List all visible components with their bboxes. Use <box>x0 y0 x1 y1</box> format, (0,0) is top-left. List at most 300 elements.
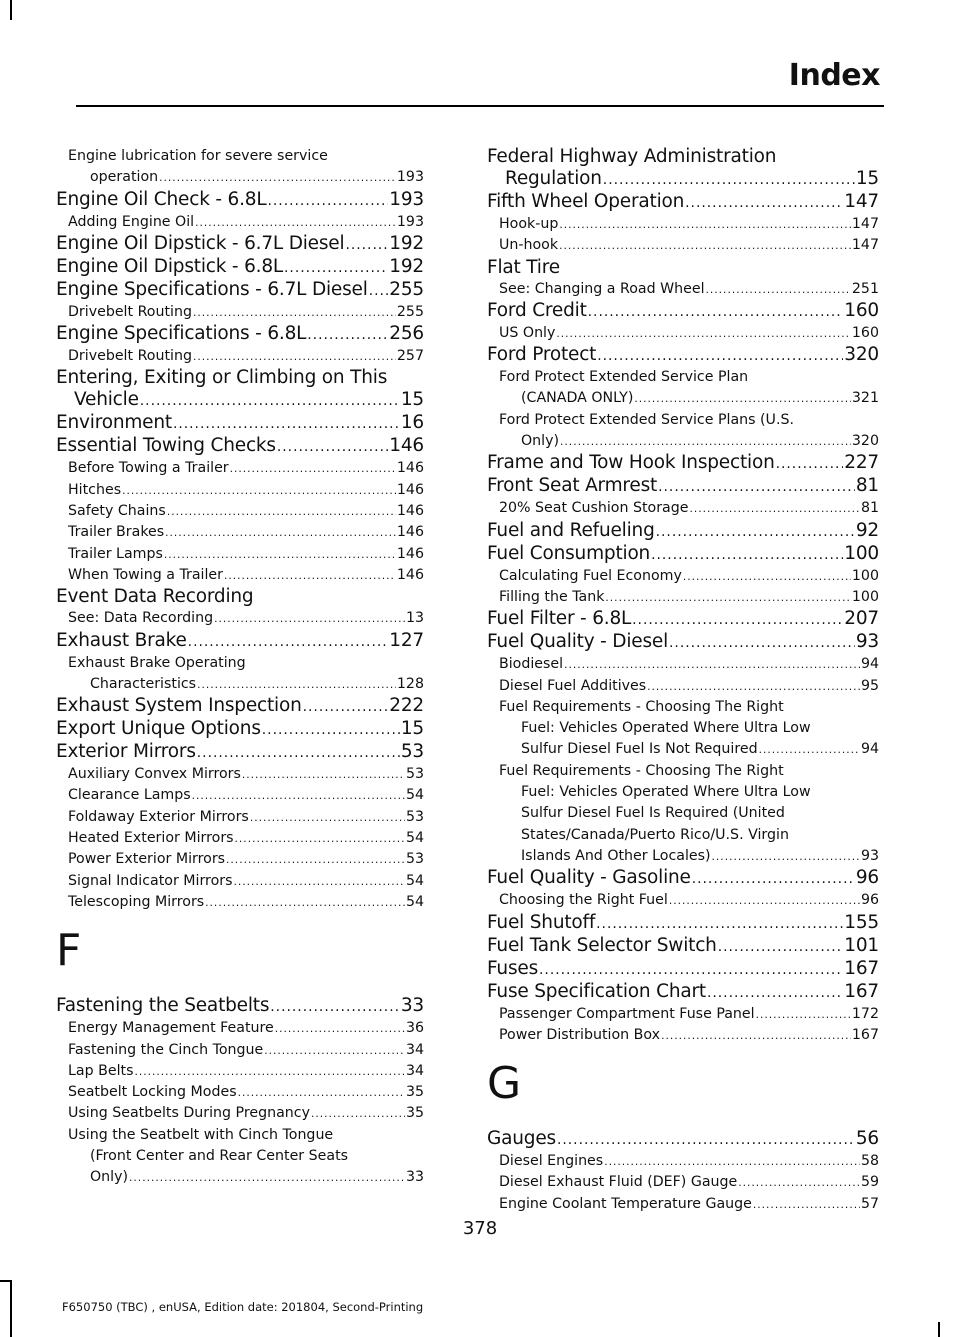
dot-leader <box>270 996 400 1018</box>
index-page-ref[interactable]: 146 <box>396 545 424 562</box>
index-entry-text: Passenger Compartment Fuse Panel <box>499 1005 755 1022</box>
index-page-ref[interactable]: 100 <box>851 567 879 584</box>
index-subentry[interactable] <box>56 212 424 233</box>
index-page-ref[interactable]: 34 <box>405 1041 424 1058</box>
index-entry-text: Frame and Tow Hook Inspection <box>487 452 775 474</box>
index-subentry[interactable] <box>56 146 424 189</box>
index-entry-text: Engine Oil Dipstick - 6.8L <box>56 255 284 277</box>
dot-leader <box>226 849 405 870</box>
index-page-ref[interactable]: 94 <box>860 656 879 673</box>
index-subentry[interactable] <box>56 871 424 892</box>
index-subentry[interactable] <box>56 458 424 479</box>
dot-leader <box>197 742 400 764</box>
index-entry[interactable] <box>56 412 424 435</box>
index-page-ref[interactable]: 53 <box>405 766 424 783</box>
dot-leader <box>603 169 855 191</box>
index-entry-text: Lap Belts <box>68 1062 134 1079</box>
index-page-ref[interactable]: 81 <box>860 500 879 517</box>
index-subentry[interactable] <box>487 654 879 675</box>
dot-leader <box>596 913 843 935</box>
index-entry-text: Fifth Wheel Operation <box>487 191 685 212</box>
index-subentry[interactable] <box>56 1082 424 1103</box>
dot-leader <box>776 453 844 475</box>
index-page-ref[interactable]: 53 <box>400 741 424 763</box>
index-page-ref[interactable]: 53 <box>405 851 424 868</box>
index-page-ref[interactable]: 15 <box>400 718 424 740</box>
index-entry[interactable] <box>487 300 879 323</box>
index-entry[interactable] <box>56 435 424 458</box>
index-entry[interactable] <box>56 256 424 279</box>
index-page-ref[interactable]: 94 <box>860 741 879 758</box>
index-page-ref[interactable]: 54 <box>405 872 424 889</box>
index-page-ref[interactable]: 35 <box>405 1084 424 1101</box>
dot-leader <box>712 846 860 867</box>
index-subentry[interactable] <box>56 501 424 522</box>
index-page-ref[interactable]: 95 <box>860 677 879 694</box>
index-page-ref[interactable]: 320 <box>851 433 879 450</box>
dot-leader <box>275 1018 405 1039</box>
crop-mark-bottom-left-h <box>0 1280 12 1282</box>
dot-leader <box>192 785 405 806</box>
index-page-ref[interactable]: 101 <box>844 934 879 956</box>
index-subentry[interactable] <box>487 498 879 519</box>
dot-leader <box>632 609 843 631</box>
dot-leader <box>167 501 396 522</box>
index-page-ref[interactable]: 59 <box>860 1174 879 1191</box>
index-page-ref[interactable]: 257 <box>396 348 424 365</box>
index-page-ref[interactable]: 33 <box>400 995 424 1017</box>
index-entry-text: Engine Oil Check - 6.8L <box>56 188 267 210</box>
index-entry-text: Hitches <box>68 481 122 498</box>
dot-leader <box>205 892 405 913</box>
index-entry-text: Drivebelt Routing <box>68 303 192 320</box>
dot-leader <box>193 302 396 323</box>
index-entry-text: Choosing the Right Fuel <box>499 892 668 909</box>
index-entry[interactable] <box>487 912 879 935</box>
index-entry[interactable] <box>487 958 879 981</box>
index-page-ref[interactable]: 81 <box>855 475 879 497</box>
index-subentry[interactable] <box>56 828 424 849</box>
index-page-ref[interactable]: 127 <box>389 629 424 651</box>
index-entry-text: Fuel and Refueling <box>487 519 655 541</box>
dot-leader <box>197 674 396 695</box>
dot-leader <box>718 936 844 958</box>
index-section-letter: F <box>56 925 82 977</box>
dot-leader <box>669 890 860 911</box>
index-entry[interactable] <box>487 608 879 631</box>
index-entry[interactable] <box>487 1128 879 1151</box>
index-subentry[interactable] <box>56 302 424 323</box>
index-entry-text: Only) <box>90 1169 129 1186</box>
index-subentry[interactable] <box>56 764 424 785</box>
index-page-ref[interactable]: 207 <box>844 608 879 630</box>
index-page-ref[interactable]: 93 <box>855 631 879 653</box>
index-page-ref[interactable]: 172 <box>851 1005 879 1022</box>
index-entry[interactable] <box>56 233 424 256</box>
dot-leader <box>238 1082 405 1103</box>
index-subentry[interactable] <box>56 608 424 629</box>
crop-mark-bottom-right <box>938 1322 940 1337</box>
index-subentry[interactable] <box>487 1151 879 1172</box>
dot-leader <box>250 807 405 828</box>
index-entry-text: Un-hook <box>499 237 559 254</box>
index-entry-text: Flat Tire <box>487 256 560 278</box>
dot-leader <box>264 1040 405 1061</box>
dot-leader <box>559 235 851 256</box>
index-entry-text: Foldaway Exterior Mirrors <box>68 808 249 825</box>
index-entry-text: Energy Management Feature <box>68 1020 274 1037</box>
dot-leader <box>656 521 855 543</box>
dot-leader <box>262 719 400 741</box>
index-entry-text: Fuel Requirements - Choosing The Right <box>499 762 784 779</box>
index-subentry[interactable] <box>56 1061 424 1082</box>
index-page-ref[interactable]: 128 <box>396 675 424 692</box>
index-entry-text: Environment <box>56 412 172 434</box>
index-subentry[interactable] <box>56 653 424 696</box>
index-page-ref[interactable]: 320 <box>844 344 879 366</box>
index-entry-text: Front Seat Armrest <box>487 475 658 497</box>
index-entry[interactable] <box>56 323 424 346</box>
index-subentry[interactable] <box>487 279 879 300</box>
index-entry[interactable] <box>487 452 879 475</box>
index-entry-text: Exhaust Brake Operating <box>68 654 246 671</box>
dot-leader <box>756 1004 851 1025</box>
index-entry-text: (Front Center and Rear Center Seats <box>90 1148 349 1165</box>
dot-leader <box>173 413 400 435</box>
dot-leader <box>560 431 851 452</box>
index-entry-text: Fuse Specification Chart <box>487 980 706 1002</box>
index-page-ref[interactable]: 146 <box>396 460 424 477</box>
index-entry-text: Filling the Tank <box>499 588 605 605</box>
index-page-ref[interactable]: 321 <box>851 390 879 407</box>
index-subentry[interactable] <box>56 1103 424 1124</box>
index-entry-text: Diesel Fuel Additives <box>499 677 647 694</box>
index-entry-text: Diesel Engines <box>499 1153 604 1170</box>
index-entry-text: Seatbelt Locking Modes <box>68 1084 237 1101</box>
index-entry-text: Engine Specifications - 6.8L <box>56 323 307 345</box>
index-page-ref[interactable]: 146 <box>396 566 424 583</box>
index-entry-text: Ford Protect <box>487 344 597 366</box>
index-page-ref[interactable]: 160 <box>844 299 879 321</box>
dot-leader <box>706 279 851 300</box>
index-entry-text: Diesel Exhaust Fluid (DEF) Gauge <box>499 1174 738 1191</box>
dot-leader <box>658 476 855 498</box>
index-subentry[interactable] <box>56 1040 424 1061</box>
index-page-ref[interactable]: 54 <box>405 893 424 910</box>
index-subentry[interactable] <box>56 1018 424 1039</box>
index-page-ref[interactable]: 192 <box>389 232 424 254</box>
index-page-ref[interactable]: 54 <box>405 830 424 847</box>
index-entry[interactable] <box>56 630 424 653</box>
dot-leader <box>669 632 855 654</box>
dot-leader <box>140 390 400 412</box>
index-subentry[interactable] <box>487 587 879 608</box>
index-subentry[interactable] <box>56 544 424 565</box>
index-entry-text: Essential Towing Checks <box>56 435 276 457</box>
dot-leader <box>759 739 860 760</box>
dot-leader <box>634 388 851 409</box>
index-subentry[interactable] <box>487 1194 879 1215</box>
dot-leader <box>230 458 396 479</box>
index-entry[interactable] <box>487 344 879 367</box>
index-entry-text: Safety Chains <box>68 503 166 520</box>
index-column-left <box>56 146 424 1189</box>
index-entry-text: Federal Highway Administration <box>487 146 777 167</box>
index-entry-text: Exterior Mirrors <box>56 741 196 763</box>
index-entry[interactable] <box>56 279 424 302</box>
index-entry-text: Islands And Other Locales) <box>521 847 711 864</box>
dot-leader <box>159 167 396 188</box>
index-page-ref[interactable]: 255 <box>396 303 424 320</box>
index-subentry[interactable] <box>56 522 424 543</box>
index-subentry[interactable] <box>487 214 879 235</box>
dot-leader <box>564 654 860 675</box>
index-entry-text: (CANADA ONLY) <box>521 390 634 407</box>
index-entry-text: 20% Seat Cushion Storage <box>499 500 689 517</box>
index-subentry[interactable] <box>487 235 879 256</box>
dot-leader <box>689 498 859 519</box>
index-entry-text: See: Data Recording <box>68 610 214 627</box>
index-subentry[interactable] <box>56 785 424 806</box>
index-entry-text: Telescoping Mirrors <box>68 893 205 910</box>
index-entry[interactable] <box>487 981 879 1004</box>
index-entry-text: Engine Oil Dipstick - 6.7L Diesel <box>56 232 345 254</box>
index-page-ref[interactable]: 58 <box>860 1153 879 1170</box>
index-page-ref[interactable]: 256 <box>389 323 424 345</box>
index-page-ref[interactable]: 92 <box>855 519 879 541</box>
index-page-ref[interactable]: 34 <box>405 1062 424 1079</box>
index-entry-text: When Towing a Trailer <box>68 566 223 583</box>
index-page-ref[interactable]: 147 <box>851 216 879 232</box>
index-page-ref[interactable]: 147 <box>851 237 879 254</box>
index-subentry[interactable] <box>487 566 879 587</box>
dot-leader <box>753 1194 860 1215</box>
index-entry[interactable] <box>487 146 879 191</box>
index-entry-text: Engine Specifications - 6.7L Diesel <box>56 278 368 300</box>
index-page-ref[interactable]: 192 <box>389 255 424 277</box>
index-entry-text: operation <box>90 169 159 186</box>
index-entry-text: Calculating Fuel Economy <box>499 567 682 584</box>
index-entry[interactable] <box>487 867 879 890</box>
crop-mark-bottom-left <box>10 1280 12 1337</box>
index-entry[interactable] <box>487 543 879 566</box>
index-page-ref[interactable]: 96 <box>860 892 879 909</box>
index-entry[interactable] <box>56 189 424 212</box>
index-entry-text: Using Seatbelts During Pregnancy <box>68 1105 310 1122</box>
index-entry-text: Characteristics <box>90 675 197 692</box>
index-page-ref[interactable]: 146 <box>389 435 424 457</box>
index-entry[interactable] <box>56 741 424 764</box>
index-entry-text: Vehicle <box>74 389 139 411</box>
index-page-ref[interactable]: 35 <box>405 1105 424 1122</box>
dot-leader <box>707 982 843 1004</box>
dot-leader <box>692 868 855 890</box>
index-entry[interactable] <box>487 631 879 654</box>
index-entry[interactable] <box>56 586 424 608</box>
index-page-ref[interactable]: 167 <box>851 1026 879 1043</box>
footer-edition: F650750 (TBC) , enUSA, Edition date: 201804, Second-Printing <box>62 1300 424 1314</box>
index-subentry[interactable] <box>56 565 424 586</box>
index-page-ref[interactable]: 251 <box>851 280 879 297</box>
index-entry-text: Fuses <box>487 957 539 979</box>
index-entry-text: Fastening the Seatbelts <box>56 995 270 1017</box>
index-subentry[interactable] <box>487 676 879 697</box>
index-page-ref[interactable]: 36 <box>405 1020 424 1037</box>
dot-leader <box>267 190 388 212</box>
index-subentry[interactable] <box>487 1025 879 1046</box>
index-entry[interactable] <box>56 995 424 1018</box>
index-entry[interactable] <box>487 520 879 543</box>
index-entry-text: Gauges <box>487 1128 556 1150</box>
index-entry-text: US Only <box>499 324 556 341</box>
index-entry[interactable] <box>56 367 424 412</box>
index-entry-text: Using the Seatbelt with Cinch Tongue <box>68 1126 334 1143</box>
index-entry-text: Exhaust Brake <box>56 629 187 651</box>
index-section-letter: G <box>487 1058 522 1110</box>
page-title: Index <box>788 58 880 93</box>
index-entry[interactable] <box>487 191 879 214</box>
index-page-ref[interactable]: 100 <box>851 588 879 605</box>
index-entry-text: Fuel: Vehicles Operated Where Ultra Low <box>521 720 811 737</box>
index-entry-text: Fuel Quality - Gasoline <box>487 867 691 889</box>
dot-leader <box>165 522 396 543</box>
crop-mark-top-left <box>10 0 12 20</box>
index-page-ref[interactable]: 53 <box>405 808 424 825</box>
dot-leader <box>234 871 405 892</box>
index-page-ref[interactable]: 33 <box>405 1169 424 1186</box>
index-subentry[interactable] <box>487 1004 879 1025</box>
dot-leader <box>284 257 388 279</box>
dot-leader <box>683 566 851 587</box>
dot-leader <box>224 565 396 586</box>
index-subentry[interactable] <box>487 1172 879 1193</box>
index-page-ref[interactable]: 147 <box>844 191 879 212</box>
dot-leader <box>557 1129 855 1151</box>
dot-leader <box>369 280 389 302</box>
index-page-ref[interactable]: 56 <box>855 1128 879 1150</box>
dot-leader <box>685 192 843 214</box>
index-page-ref[interactable]: 167 <box>844 957 879 979</box>
dot-leader <box>605 587 850 608</box>
index-page-ref[interactable]: 15 <box>400 389 424 411</box>
index-subentry[interactable] <box>487 890 879 911</box>
index-page-ref[interactable]: 255 <box>389 278 424 300</box>
dot-leader <box>134 1061 404 1082</box>
dot-leader <box>647 676 860 697</box>
index-page-ref[interactable]: 222 <box>389 695 424 717</box>
dot-leader <box>597 345 843 367</box>
index-entry-text: Fuel Quality - Diesel <box>487 631 669 653</box>
index-entry-text: Fuel: Vehicles Operated Where Ultra Low <box>521 784 811 801</box>
index-page-ref[interactable]: 193 <box>396 213 424 230</box>
index-entry-text: Trailer Lamps <box>68 545 163 562</box>
index-entry[interactable] <box>56 718 424 741</box>
dot-leader <box>214 608 405 629</box>
index-entry[interactable] <box>487 935 879 958</box>
index-subentry[interactable] <box>56 892 424 913</box>
header-divider <box>76 105 884 107</box>
index-subentry[interactable] <box>56 480 424 501</box>
index-entry-text: Clearance Lamps <box>68 787 191 804</box>
index-page-ref[interactable]: 160 <box>851 324 879 341</box>
index-entry-text: Regulation <box>505 168 602 189</box>
dot-leader <box>738 1172 860 1193</box>
index-subentry[interactable] <box>487 323 879 344</box>
dot-leader <box>277 436 388 458</box>
index-page-ref[interactable]: 193 <box>389 188 424 210</box>
index-entry-text: Ford Protect Extended Service Plans (U.S. <box>499 411 794 428</box>
index-subentry[interactable] <box>56 849 424 870</box>
index-page-ref[interactable]: 100 <box>844 542 879 564</box>
index-page-ref[interactable]: 146 <box>396 524 424 541</box>
index-entry[interactable] <box>487 257 879 279</box>
dot-leader <box>661 1025 851 1046</box>
index-entry-text: Ford Protect Extended Service Plan <box>499 369 749 386</box>
index-page-ref[interactable]: 146 <box>396 481 424 498</box>
index-subentry[interactable] <box>487 761 879 867</box>
dot-leader <box>195 212 396 233</box>
index-entry-text: Hook-up <box>499 216 559 232</box>
index-entry-text: Only) <box>521 433 560 450</box>
dot-leader <box>235 828 405 849</box>
index-entry-text: Sulfur Diesel Fuel Is Required (United <box>521 805 785 822</box>
index-entry-text: Adding Engine Oil <box>68 213 195 230</box>
dot-leader <box>539 959 843 981</box>
index-page-ref[interactable]: 167 <box>844 980 879 1002</box>
index-page-ref[interactable]: 146 <box>396 503 424 520</box>
index-page-ref[interactable]: 96 <box>855 867 879 889</box>
index-entry-text: States/Canada/Puerto Rico/U.S. Virgin <box>521 826 789 843</box>
dot-leader <box>122 480 396 501</box>
index-entry-text: Engine lubrication for severe service <box>68 148 328 164</box>
index-page-ref[interactable]: 15 <box>855 168 879 189</box>
index-entry-text: Fastening the Cinch Tongue <box>68 1041 264 1058</box>
dot-leader <box>242 764 405 785</box>
index-subentry[interactable] <box>487 367 879 410</box>
index-page-ref[interactable]: 16 <box>400 412 424 434</box>
index-page-ref[interactable]: 227 <box>844 452 879 474</box>
index-subentry[interactable] <box>487 410 879 453</box>
index-entry-text: Drivebelt Routing <box>68 348 192 365</box>
index-page-ref[interactable]: 93 <box>860 847 879 864</box>
index-page-ref[interactable]: 155 <box>844 911 879 933</box>
index-entry-text: Heated Exterior Mirrors <box>68 830 234 847</box>
index-entry-text: Ford Credit <box>487 299 587 321</box>
index-entry-text: Sulfur Diesel Fuel Is Not Required <box>521 741 758 758</box>
index-subentry[interactable] <box>56 1125 424 1189</box>
index-entry-text: Fuel Tank Selector Switch <box>487 934 717 956</box>
dot-leader <box>303 696 389 718</box>
index-entry-text: Fuel Filter - 6.8L <box>487 608 632 630</box>
dot-leader <box>164 544 396 565</box>
index-page-ref[interactable]: 13 <box>405 610 424 627</box>
index-column-right <box>487 146 879 1215</box>
index-entry[interactable] <box>56 695 424 718</box>
dot-leader <box>307 324 388 346</box>
index-page-ref[interactable]: 193 <box>396 169 424 186</box>
index-subentry[interactable] <box>487 697 879 761</box>
index-page-ref[interactable]: 57 <box>860 1195 879 1212</box>
index-subentry[interactable] <box>56 346 424 367</box>
index-subentry[interactable] <box>56 807 424 828</box>
index-page-ref[interactable]: 54 <box>405 787 424 804</box>
dot-leader <box>345 234 388 256</box>
dot-leader <box>559 214 851 235</box>
index-entry[interactable] <box>487 475 879 498</box>
index-entry-text: Export Unique Options <box>56 718 261 740</box>
dot-leader <box>604 1151 860 1172</box>
dot-leader <box>556 323 851 344</box>
